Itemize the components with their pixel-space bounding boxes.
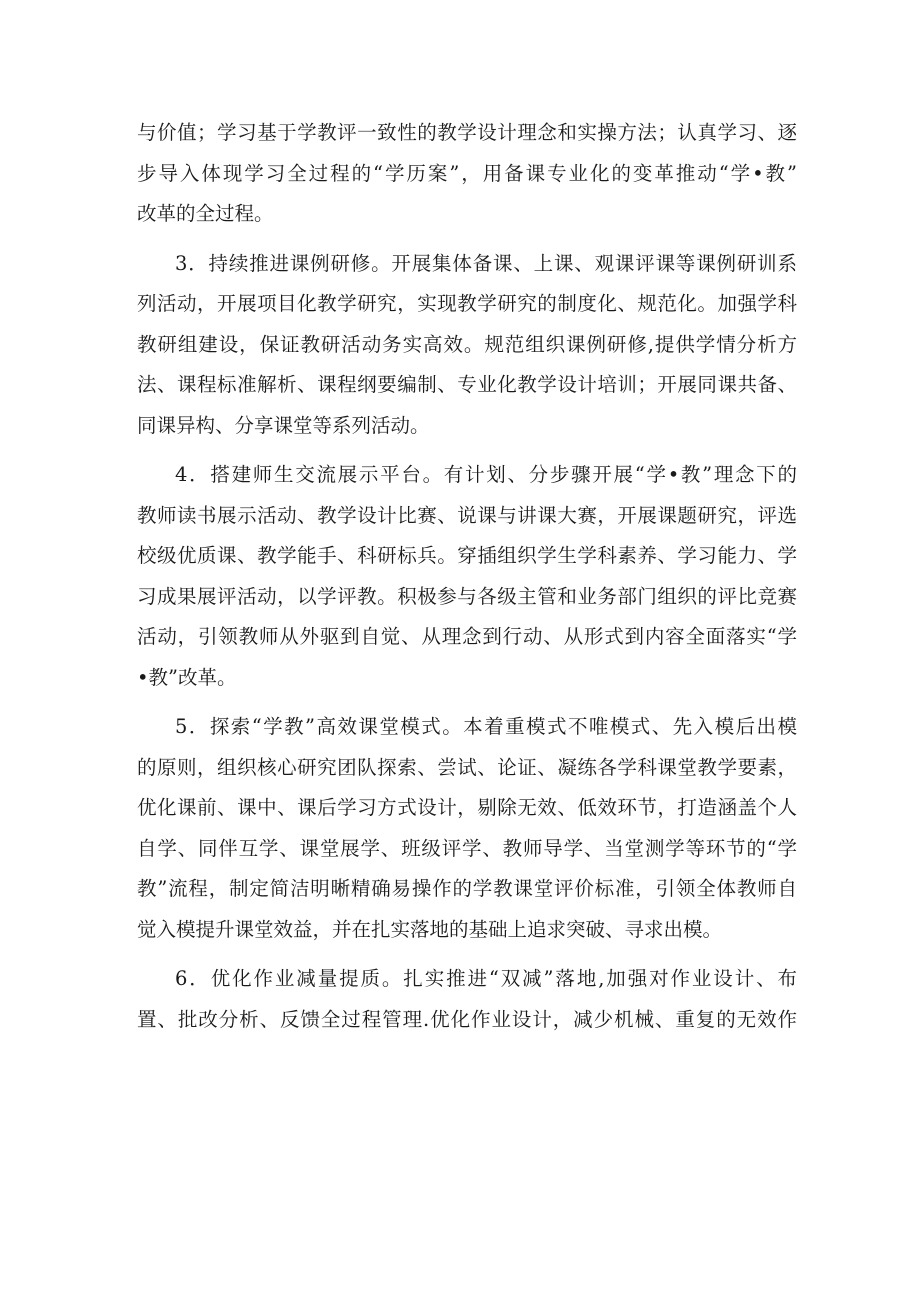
text-line: 与价值；学习基于学教评一致性的教学设计理念和实操方法；认真学习、逐 [137,121,797,144]
text-line: 校级优质课、教学能手、科研标兵。穿插组织学生学科素养、学习能力、学 [137,544,797,567]
text-line: 教研组建设，保证教研活动务实高效。规范组织课例研修,提供学情分析方 [137,332,797,356]
text-line: 自学、同伴互学、课堂展学、班级评学、教师导学、当堂测学等环节的“学 [137,836,797,860]
text-line: 步导入体现学习全过程的“学历案”，用备课专业化的变革推动“学•教” [137,161,797,185]
text-line: 的原则，组织核心研究团队探索、尝试、论证、凝练各学科课堂教学要素， [137,755,797,779]
text-line: 教师读书展示活动、教学设计比赛、说课与讲课大赛，开展课题研究，评选 [137,503,797,527]
text-line: 5．探索“学教”高效课堂模式。本着重模式不唯模式、先入模后出模 [175,715,797,738]
text-line: 习成果展评活动，以学评教。积极参与各级主管和业务部门组织的评比竞赛 [137,584,797,608]
paragraph-item-4 [137,455,797,698]
text-line: 改革的全过程。 [137,202,274,225]
text-line: 活动，引领教师从外驱到自觉、从理念到行动、从形式到内容全面落实“学 [137,625,797,648]
text-line: 列活动，开展项目化教学研究，实现教学研究的制度化、规范化。加强学科 [137,292,797,315]
paragraph-item-3 [137,244,797,447]
text-line: 4．搭建师生交流展示平台。有计划、分步骤开展“学•教”理念下的 [175,463,797,486]
paragraph-item-6 [137,959,797,1040]
text-line: 3．持续推进课例研修。开展集体备课、上课、观课评课等课例研训系 [175,251,797,275]
text-line: 觉入模提升课堂效益，并在扎实落地的基础上追求突破、寻求出模。 [137,917,723,941]
text-line: 置、批改分析、反馈全过程管理.优化作业设计，减少机械、重复的无效作 [137,1007,797,1031]
text-line: 优化课前、课中、课后学习方式设计，剔除无效、低效环节，打造涵盖个人 [137,796,797,819]
text-line: •教”改革。 [137,665,237,689]
paragraph-item-5 [137,707,797,950]
text-line: 6．优化作业减量提质。扎实推进“双减”落地,加强对作业设计、布 [175,967,797,990]
text-line: 教”流程，制定简洁明晰精确易操作的学教课堂评价标准，引领全体教师自 [137,877,797,900]
text-line: 法、课程标准解析、课程纲要编制、专业化教学设计培训；开展同课共备、 [137,373,797,396]
document-body [137,113,797,1040]
paragraph-continuation [137,113,797,235]
text-line: 同课异构、分享课堂等系列活动。 [137,413,430,437]
